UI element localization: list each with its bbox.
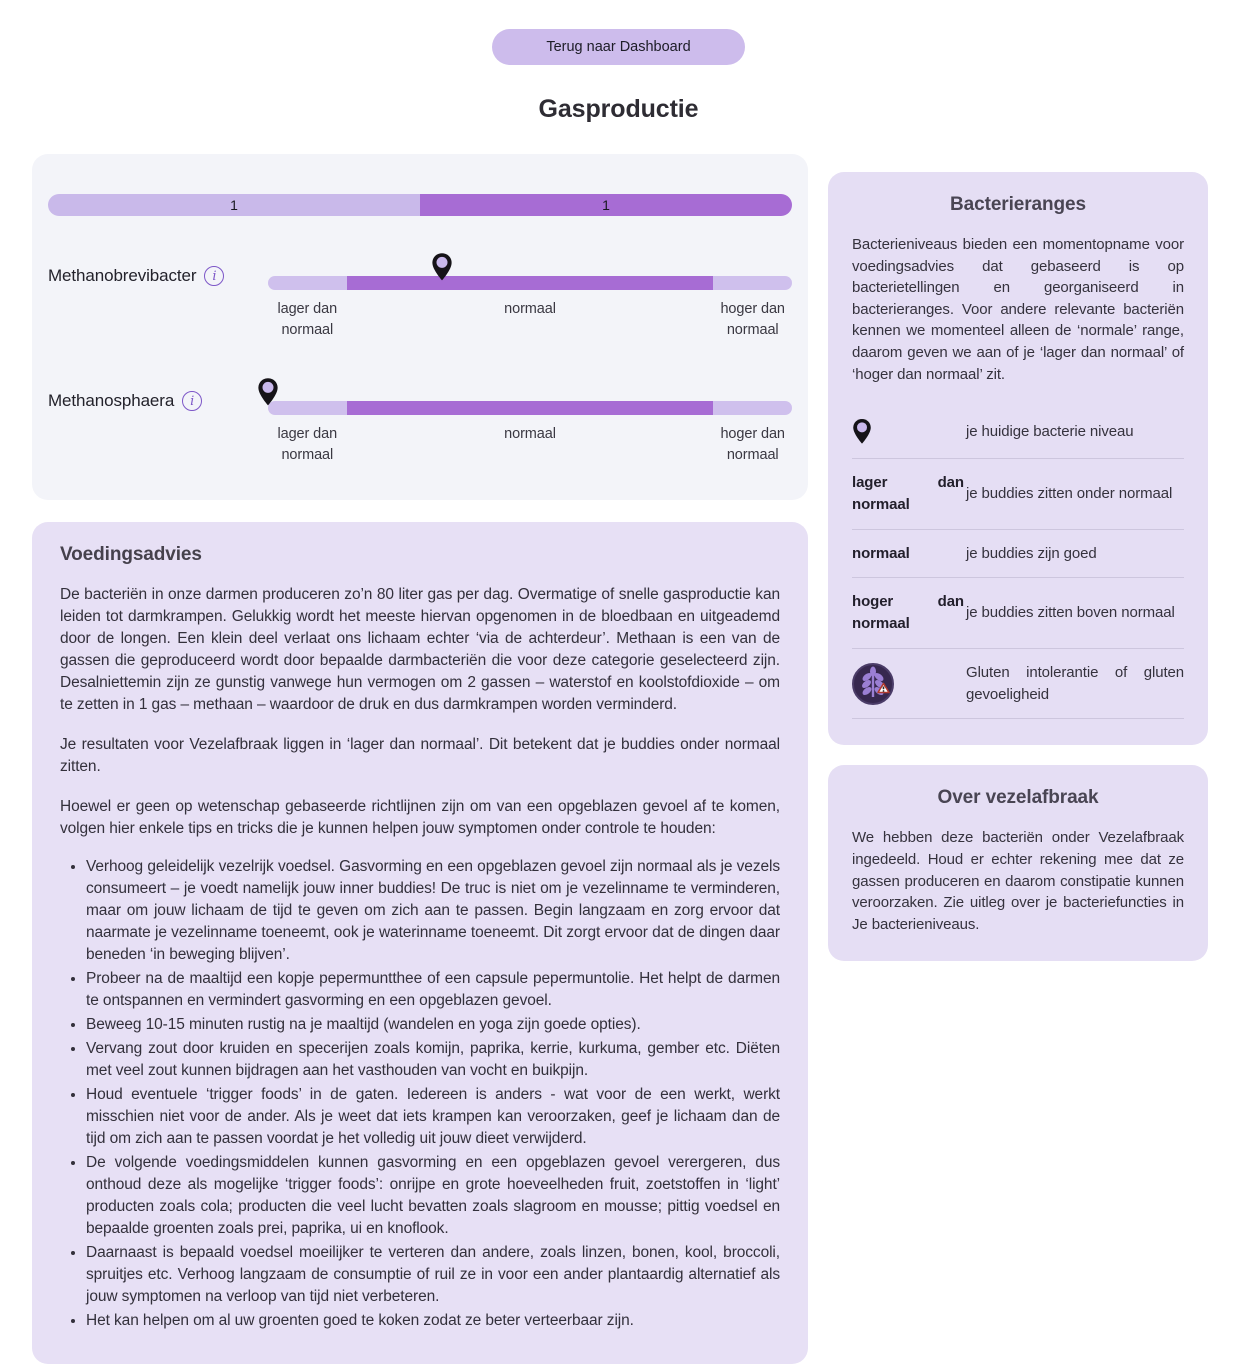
legend-row-normal: [852, 530, 1184, 579]
bacteria-row-methanobrevibacter: [48, 252, 792, 341]
range-high-segment: [713, 401, 792, 415]
advice-tip: • Daarnaast is bepaald voedsel moeilijker te verteren dan andere, zoals linzen, bonen, kool, broccoli, spruitjes etc. Verhoog langzaam de consumptie of ruil ze in voor een ander plantaardig alternatief als jouw symptomen na verloop van tijd niet verbeteren.: [86, 1242, 780, 1308]
advice-title: Voedingsadvies: [60, 544, 202, 566]
advice-tip: • Beweeg 10-15 minuten rustig na je maaltijd (wandelen en yoga zijn goede opties).: [86, 1014, 780, 1036]
legend-row-current-level: [852, 405, 1184, 459]
nutrition-advice-panel: [32, 522, 808, 1364]
tick-normal: normaal: [504, 301, 556, 317]
legend-text: je buddies zijn goed: [966, 544, 1097, 562]
legend-row-lower: [852, 459, 1184, 530]
legend-row-gluten: [852, 649, 1184, 720]
legend-label: hoger dan normaal: [852, 593, 964, 633]
legend-row-higher: [852, 578, 1184, 649]
right-column: [828, 172, 1208, 961]
top-bar: [0, 0, 1237, 65]
bacteria-bar-area: [268, 252, 792, 341]
summary-segment-low-count: 1: [230, 197, 238, 213]
bacterieranges-info-panel: [828, 172, 1208, 745]
bacteria-bar-area: [268, 377, 792, 466]
summary-segment-low: [48, 194, 420, 216]
main-layout: [0, 124, 1237, 1364]
location-pin-icon: [852, 418, 872, 445]
advice-tip: • Het kan helpen om al uw groenten goed te koken zodat ze beter verteerbaar zijn.: [86, 1310, 780, 1332]
gluten-warning-icon: [852, 663, 894, 705]
legend-label: normaal: [852, 544, 910, 562]
tick-higher: hoger dan normaal: [720, 301, 785, 339]
tick-lower: lager dan normaal: [277, 426, 338, 464]
advice-tip: • Houd eventuele ‘trigger foods’ in de gaten. Iedereen is anders - wat voor de een werkt, werkt misschien niet voor de ander. Als je weet dat iets krampen kan veroorzaken, geef je lichaam dan de tijd om zich aan te passen voordat je het volledig uit jouw dieet verwijderd.: [86, 1084, 780, 1150]
back-to-dashboard-button[interactable]: Terug naar Dashboard: [492, 29, 744, 65]
summary-segment-normal: [420, 194, 792, 216]
advice-tips-list: [60, 856, 780, 1332]
bacteria-name-wrap: [48, 377, 268, 411]
range-legend: [852, 405, 1184, 719]
legend-text: je buddies zitten boven normaal: [966, 604, 1175, 622]
vezelafbraak-title: Over vezelafbraak: [937, 787, 1099, 809]
range-normal-segment: [347, 276, 714, 290]
range-normal-segment: [347, 401, 714, 415]
advice-paragraph: Hoewel er geen op wetenschap gebaseerde richtlijnen zijn om van een opgeblazen gevoel af te komen, volgen hier enkele tips en tricks die je kunnen helpen jouw symptomen onder controle te houden:: [60, 798, 780, 838]
advice-tip: • Probeer na de maaltijd een kopje pepermuntthee of een capsule pepermuntolie. Het helpt de darmen te ontspannen en vermindert gasvorming en een opgeblazen gevoel.: [86, 968, 780, 1012]
bacteria-name: Methanobrevibacter: [48, 266, 197, 285]
vezelafbraak-text: We hebben deze bacteriën onder Vezelafbraak ingedeeld. Houd er echter rekening mee dat ze gassen produceren en daarom constipatie kunnen veroorzaken. Zie uitleg over je bacteriefuncties in Je bacterieniveaus.: [852, 829, 1184, 933]
advice-tip: • De volgende voedingsmiddelen kunnen gasvorming en een opgeblazen gevoel verergeren, dus onthoud deze als mogelijke ‘trigger foods’: onrijpe en grote hoeveelheden fruit, zoetstoffen in ‘light’ producten zoals cola; producten die veel lucht bevatten zoals slagroom en mousse; pittig voedsel en bepaalde groenten zoals prei, paprika, ui en knoflook.: [86, 1152, 780, 1240]
tick-higher: hoger dan normaal: [720, 426, 785, 464]
advice-paragraph: De bacteriën in onze darmen produceren zo’n 80 liter gas per dag. Overmatige of snelle gasproductie kan leiden tot darmkrampen. Gelukkig wordt het meeste hiervan opgenomen in de bloedbaan en uitgeademd door de longen. Een klein deel verlaat ons lichaam echter ‘via de achterdeur’. Methaan is een van de gassen die geproduceerd wordt door bepaalde darmbacteriën die voor deze categorie geselecteerd zijn. Desalniettemin zijn ze gunstig vanwege hun vermogen om 2 gassen – waterstof en koolstofdioxide – om te zetten in 1 gas – methaan – waardoor de druk en dus darmkrampen worden verminderd.: [60, 586, 780, 714]
legend-text: je huidige bacterie niveau: [966, 422, 1134, 440]
page-title: Gasproductie: [538, 95, 699, 123]
range-tick-labels: [268, 299, 792, 341]
legend-text: je buddies zitten onder normaal: [966, 485, 1173, 503]
bacterieranges-title: Bacterieranges: [950, 194, 1086, 215]
location-pin-icon: [431, 252, 453, 282]
bacteria-ranges-panel: [32, 154, 808, 500]
vezelafbraak-info-panel: [828, 765, 1208, 961]
advice-tip: • Verhoog geleidelijk vezelrijk voedsel. Gasvorming en een opgeblazen gevoel zijn normaal als je vezels consumeert – je voedt namelijk jouw inner buddies! De truc is niet om je vezelinname te verminderen, maar om jouw lichaam de tijd te geven om zich aan te passen. Begin langzaam en zorg ervoor dat naarmate je vezelinname toeneemt, ook je waterinname toeneemt. Dit zorgt ervoor dat de dingen daar beneden ‘in beweging blijven’.: [86, 856, 780, 966]
bacteria-name-wrap: [48, 252, 268, 286]
info-icon[interactable]: i: [204, 266, 224, 286]
range-track: [268, 401, 792, 415]
bacteria-row-methanosphaera: [48, 377, 792, 466]
range-track: [268, 276, 792, 290]
summary-segment-normal-count: 1: [602, 197, 610, 213]
legend-text: Gluten intolerantie of gluten gevoeligheid: [966, 663, 1184, 703]
advice-tip: • Vervang zout door kruiden en specerijen zoals komijn, paprika, kerrie, kurkuma, gember etc. Diëten met veel zout kunnen bijdragen aan het vasthouden van vocht en buikpijn.: [86, 1038, 780, 1082]
range-low-segment: [268, 401, 347, 415]
legend-label: lager dan normaal: [852, 474, 964, 513]
bacterieranges-intro: Bacterieniveaus bieden een momentopname voor voedingsadvies dat gebaseerd is op bacterietellingen en georganiseerd in bacterieranges. Voor andere relevante bacteriën kennen we momenteel alleen de ‘normale’ range, daarom geven we aan of je ‘lager dan normaal’ of ‘hoger dan normaal’ zit.: [852, 236, 1184, 383]
left-column: [32, 154, 808, 1364]
location-pin-icon: [257, 377, 279, 407]
range-tick-labels: [268, 424, 792, 466]
bacteria-name: Methanosphaera: [48, 391, 175, 411]
advice-paragraph: Je resultaten voor Vezelafbraak liggen in ‘lager dan normaal’. Dit betekent dat je buddies onder normaal zitten.: [60, 736, 780, 776]
tick-lower: lager dan normaal: [277, 301, 338, 339]
info-icon[interactable]: i: [182, 391, 202, 411]
range-low-segment: [268, 276, 347, 290]
tick-normal: normaal: [504, 426, 556, 443]
range-summary-bar: [48, 194, 792, 216]
range-high-segment: [713, 276, 792, 290]
